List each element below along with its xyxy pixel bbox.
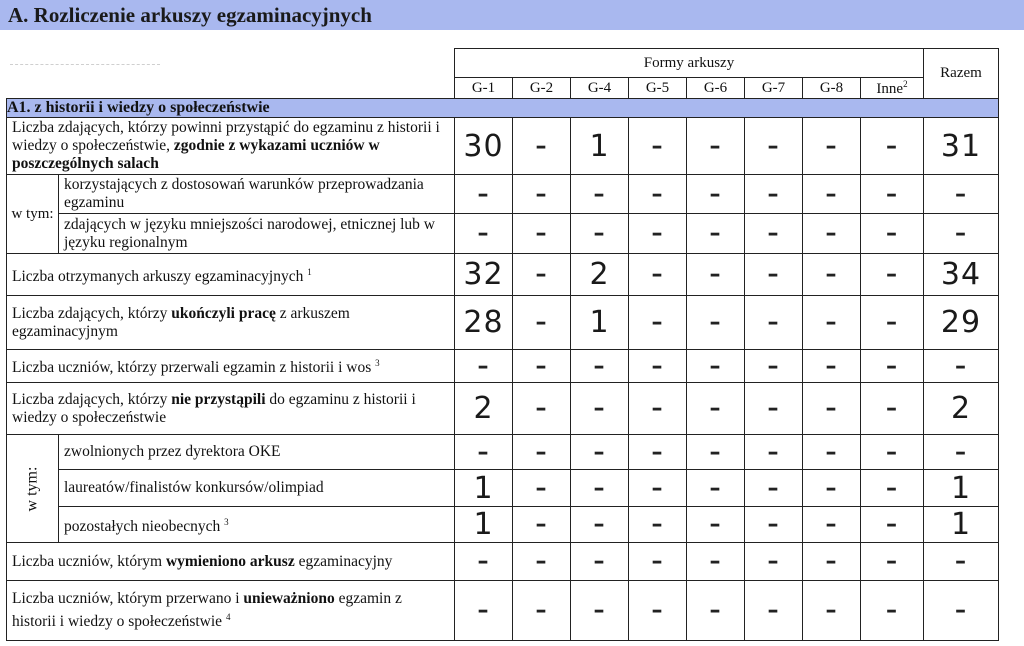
value-cell: – (745, 435, 803, 470)
row-label: Liczba uczniów, którym przerwano i unieważniono egzamin z historii i wiedzy o społeczeństwie $^4$ (7, 581, 455, 641)
value-cell: – (629, 507, 687, 543)
value-cell: – (687, 118, 745, 175)
footnote-marker: 2 (903, 78, 908, 89)
value-cell: 2 (455, 383, 513, 435)
value-cell: – (513, 435, 571, 470)
w-tym-label: w tym: (7, 435, 59, 543)
table-row (7, 470, 999, 507)
value-cell: – (687, 254, 745, 296)
value-cell: – (629, 254, 687, 296)
value-cell: – (745, 118, 803, 175)
value-cell: – (745, 507, 803, 543)
value-cell: – (687, 296, 745, 350)
row-label: pozostałych nieobecnych $^3$ (59, 507, 455, 543)
total-header: Razem (924, 49, 999, 99)
value-cell: – (571, 383, 629, 435)
value-cell: – (803, 507, 861, 543)
value-cell: – (745, 543, 803, 581)
total-cell: – (924, 581, 999, 641)
value-cell: – (571, 581, 629, 641)
value-cell: – (513, 350, 571, 383)
value-cell: – (513, 175, 571, 214)
header-blank (7, 49, 455, 99)
value-cell: – (803, 581, 861, 641)
total-cell: – (924, 543, 999, 581)
row-label: Liczba otrzymanych arkuszy egzaminacyjnych $^1$ (7, 254, 455, 296)
value-cell: – (629, 350, 687, 383)
value-cell: – (455, 214, 513, 254)
w-tym-label: w tym: (7, 175, 59, 254)
value-cell: – (571, 175, 629, 214)
table-row (7, 254, 999, 296)
value-cell: – (687, 383, 745, 435)
value-cell: – (861, 383, 924, 435)
value-cell: – (861, 350, 924, 383)
value-cell: – (803, 543, 861, 581)
total-cell: 1 (924, 470, 999, 507)
footnote-marker: 3 (224, 516, 229, 527)
settlement-table (6, 48, 999, 641)
column-header-g-7: G-7 (745, 78, 803, 99)
value-cell: – (513, 118, 571, 175)
value-cell: – (571, 350, 629, 383)
forms-group-header: Formy arkuszy (455, 49, 924, 78)
value-cell: – (861, 254, 924, 296)
value-cell: – (803, 254, 861, 296)
total-cell: 2 (924, 383, 999, 435)
value-cell: – (513, 543, 571, 581)
column-header-g-6: G-6 (687, 78, 745, 99)
value-cell: 28 (455, 296, 513, 350)
value-cell: – (687, 581, 745, 641)
value-cell: – (745, 175, 803, 214)
row-label: Liczba uczniów, którzy przerwali egzamin z historii i wos $^3$ (7, 350, 455, 383)
value-cell: – (513, 581, 571, 641)
total-cell: 31 (924, 118, 999, 175)
value-cell: – (455, 350, 513, 383)
value-cell: 32 (455, 254, 513, 296)
value-cell: – (803, 383, 861, 435)
row-label: Liczba zdających, którzy nie przystąpili do egzaminu z historii i wiedzy o społeczeństwie (7, 383, 455, 435)
value-cell: – (803, 350, 861, 383)
value-cell: 2 (571, 254, 629, 296)
total-cell: – (924, 214, 999, 254)
column-header-g-4: G-4 (571, 78, 629, 99)
value-cell: – (803, 214, 861, 254)
row-label: laureatów/finalistów konkursów/olimpiad (59, 470, 455, 507)
value-cell: – (861, 470, 924, 507)
value-cell: – (455, 581, 513, 641)
value-cell: 1 (571, 296, 629, 350)
value-cell: – (629, 543, 687, 581)
column-header-g-5: G-5 (629, 78, 687, 99)
value-cell: – (745, 214, 803, 254)
value-cell: – (513, 507, 571, 543)
table-row (7, 350, 999, 383)
value-cell: – (571, 543, 629, 581)
table-row (7, 118, 999, 175)
value-cell: – (571, 435, 629, 470)
row-label: zdających w języku mniejszości narodowej, etnicznej lub w języku regionalnym (59, 214, 455, 254)
value-cell: – (861, 296, 924, 350)
value-cell: – (513, 254, 571, 296)
value-cell: – (687, 470, 745, 507)
column-header-g-1: G-1 (455, 78, 513, 99)
value-cell: – (629, 175, 687, 214)
value-cell: – (629, 383, 687, 435)
table-row (7, 383, 999, 435)
row-label: Liczba zdających, którzy powinni przystąpić do egzaminu z historii i wiedzy o społeczeństwie, zgodnie z wykazami uczniów w poszczególnych salach (7, 118, 455, 175)
value-cell: – (629, 470, 687, 507)
value-cell: – (861, 507, 924, 543)
value-cell: – (861, 118, 924, 175)
value-cell: – (803, 175, 861, 214)
value-cell: – (455, 175, 513, 214)
row-label: Liczba uczniów, którym wymieniono arkusz egzaminacyjny (7, 543, 455, 581)
total-cell: – (924, 175, 999, 214)
value-cell: – (745, 383, 803, 435)
total-cell: 34 (924, 254, 999, 296)
value-cell: – (513, 470, 571, 507)
value-cell: – (861, 543, 924, 581)
value-cell: – (861, 581, 924, 641)
value-cell: – (861, 214, 924, 254)
table-row (7, 507, 999, 543)
value-cell: – (571, 507, 629, 543)
row-label: Liczba zdających, którzy ukończyli pracę z arkuszem egzaminacyjnym (7, 296, 455, 350)
value-cell: – (513, 296, 571, 350)
row-label: korzystających z dostosowań warunków przeprowadzania egzaminu (59, 175, 455, 214)
table-row (7, 543, 999, 581)
value-cell: – (687, 175, 745, 214)
value-cell: – (861, 175, 924, 214)
value-cell: – (629, 118, 687, 175)
section-heading: A1. z historii i wiedzy o społeczeństwie (7, 99, 999, 118)
table-row (7, 581, 999, 641)
value-cell: – (687, 214, 745, 254)
value-cell: – (571, 214, 629, 254)
value-cell: – (745, 350, 803, 383)
table-row (7, 175, 999, 214)
value-cell: – (687, 543, 745, 581)
value-cell: – (455, 543, 513, 581)
value-cell: – (687, 507, 745, 543)
table-row (7, 435, 999, 470)
value-cell: – (861, 435, 924, 470)
value-cell: 30 (455, 118, 513, 175)
value-cell: – (803, 435, 861, 470)
value-cell: – (687, 435, 745, 470)
table-row (7, 214, 999, 254)
total-cell: – (924, 435, 999, 470)
value-cell: – (629, 435, 687, 470)
value-cell: 1 (455, 470, 513, 507)
value-cell: – (513, 383, 571, 435)
value-cell: – (745, 254, 803, 296)
value-cell: – (513, 214, 571, 254)
value-cell: – (455, 435, 513, 470)
section-title-bar (0, 0, 1024, 30)
value-cell: – (745, 581, 803, 641)
value-cell: – (803, 296, 861, 350)
value-cell: – (629, 581, 687, 641)
row-label: zwolnionych przez dyrektora OKE (59, 435, 455, 470)
column-header-g-8: G-8 (803, 78, 861, 99)
value-cell: – (803, 118, 861, 175)
total-cell: 1 (924, 507, 999, 543)
total-cell: – (924, 350, 999, 383)
value-cell: – (687, 350, 745, 383)
page-title: A. Rozliczenie arkuszy egzaminacyjnych (8, 3, 372, 27)
column-header-inne: Inne$^2$ (861, 78, 924, 99)
value-cell: – (745, 296, 803, 350)
value-cell: – (629, 214, 687, 254)
table-row (7, 296, 999, 350)
value-cell: – (803, 470, 861, 507)
value-cell: 1 (455, 507, 513, 543)
footnote-marker: 1 (307, 266, 312, 277)
value-cell: – (745, 470, 803, 507)
footnote-marker: 3 (375, 358, 380, 369)
value-cell: 1 (571, 118, 629, 175)
value-cell: – (629, 296, 687, 350)
column-header-g-2: G-2 (513, 78, 571, 99)
value-cell: – (571, 470, 629, 507)
footnote-marker: 4 (225, 611, 231, 622)
total-cell: 29 (924, 296, 999, 350)
